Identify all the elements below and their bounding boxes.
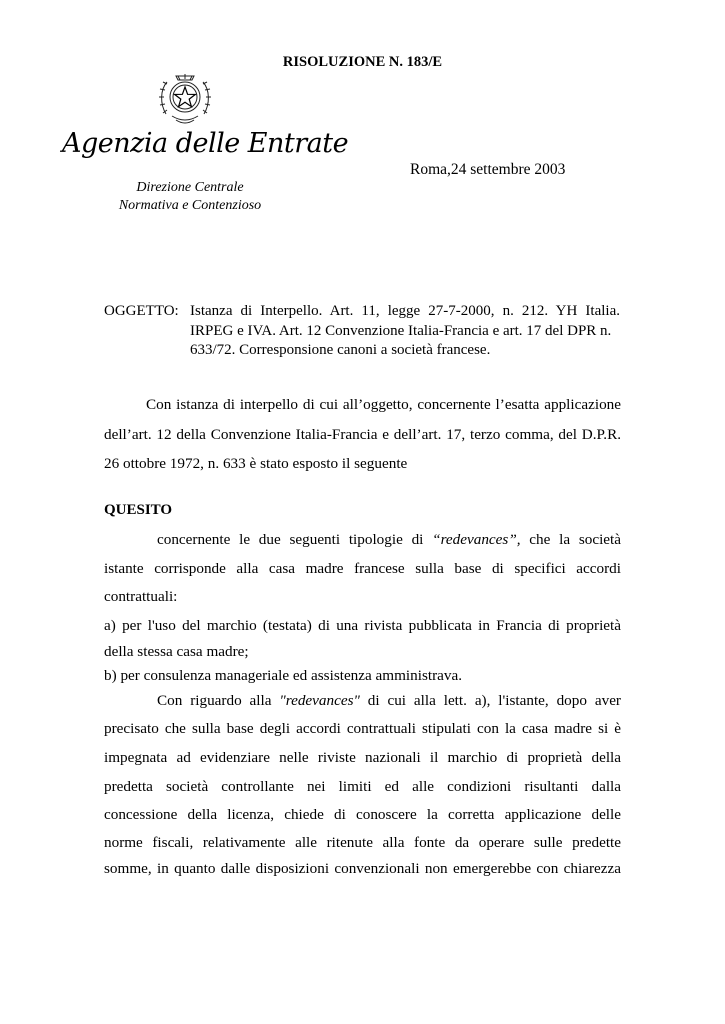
- quesito-line-7: [157, 692, 621, 710]
- quesito-text-segment: di cui alla lett. a), l'istante, dopo aver: [359, 692, 621, 709]
- quesito-line-2: istante corrisponde alla casa madre francese sulla base di specifici accordi: [104, 560, 621, 577]
- quesito-text-segment: che la società: [520, 531, 621, 548]
- intro-line-3: 26 ottobre 1972, n. 633 è stato esposto il seguente: [104, 455, 408, 472]
- quesito-text-segment: concernente le due seguenti tipologie di: [157, 531, 433, 548]
- quesito-heading: QUESITO: [104, 502, 173, 518]
- redevances-term: "redevances": [279, 692, 360, 709]
- italian-republic-emblem-icon: [158, 70, 212, 128]
- quesito-line-6: b) per consulenza manageriale ed assistenza amministrava.: [104, 667, 463, 684]
- quesito-line-11: concessione della licenza, chiede di conoscere la corretta applicazione delle: [104, 806, 621, 823]
- document-title: RISOLUZIONE N. 183/E: [282, 54, 443, 70]
- oggetto-label: OGGETTO:: [104, 303, 179, 319]
- direzione-line-2: Normativa e Contenzioso: [118, 198, 262, 213]
- quesito-line-5: della stessa casa madre;: [104, 643, 249, 660]
- intro-line-2: dell’art. 12 della Convenzione Italia-Francia e dell’art. 17, terzo comma, del D.P.R.: [104, 426, 621, 443]
- quesito-line-9: impegnata ad evidenziare nelle riviste nazionali il marchio di proprietà della: [104, 749, 621, 766]
- document-date: Roma,24 settembre 2003: [410, 161, 566, 178]
- quesito-line-3: contrattuali:: [104, 588, 178, 605]
- quesito-line-1: [157, 531, 621, 549]
- redevances-term: “redevances”,: [432, 531, 521, 548]
- quesito-line-8: precisato che sulla base degli accordi contrattuali stipulati con la casa madre si è: [104, 720, 621, 737]
- agency-logo-text: Agenzia delle Entrate: [62, 128, 349, 159]
- oggetto-line-1: Istanza di Interpello. Art. 11, legge 27-7-2000, n. 212. YH Italia.: [190, 303, 620, 319]
- oggetto-line-3: 633/72. Corresponsione canoni a società francese.: [190, 342, 491, 358]
- quesito-line-12: norme fiscali, relativamente alle ritenute alla fonte da operare sulle predette: [104, 834, 621, 851]
- quesito-text-segment: Con riguardo alla: [157, 692, 280, 709]
- quesito-line-13: somme, in quanto dalle disposizioni convenzionali non emergerebbe con chiarezza: [104, 860, 621, 877]
- quesito-line-10: predetta società controllante nei limiti ed alle condizioni risultanti dalla: [104, 778, 621, 795]
- direzione-line-1: Direzione Centrale: [136, 180, 244, 195]
- quesito-line-4: a) per l'uso del marchio (testata) di una rivista pubblicata in Francia di proprietà: [104, 617, 621, 634]
- oggetto-line-2: IRPEG e IVA. Art. 12 Convenzione Italia-Francia e art. 17 del DPR n.: [190, 323, 612, 339]
- intro-line-1: Con istanza di interpello di cui all’oggetto, concernente l’esatta applicazione: [146, 396, 621, 413]
